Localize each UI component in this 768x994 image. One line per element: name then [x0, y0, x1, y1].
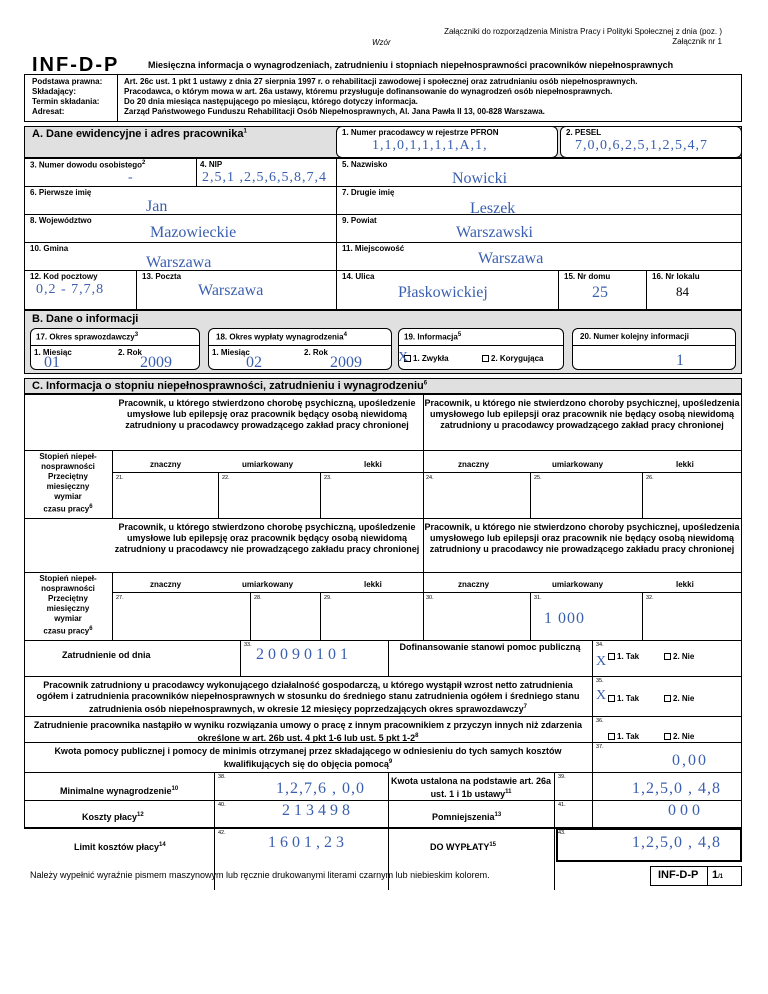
f42-num: 42.	[218, 830, 226, 836]
f37-label: Kwota pomocy publicznej i pomocy de minimis otrzymanej przez składającego w odniesieniu do tych samych kosztów kwalifikujących się do objęcia pomocą$^9$	[54, 746, 562, 769]
checkbox-f34-tak[interactable]	[608, 653, 615, 660]
field-12-label: 12. Kod pocztowy	[30, 272, 98, 281]
level-1-lekki-r: lekki	[676, 460, 694, 469]
f31-value: 1 000	[544, 610, 585, 627]
checkbox-korygujaca[interactable]	[482, 355, 489, 362]
group1-left-desc: Pracownik, u którego stwierdzono chorobę psychiczną, upośledzenie umysłowe lub epilepsję oraz pracownik będący osobą niewidomą zatrudniony u pracodawcy prowadzącego zakład pracy chronionej	[118, 398, 416, 430]
f18-year-value: 2009	[330, 354, 362, 371]
group1-right-desc: Pracownik, u którego nie stwierdzono choroby psychicznej, upośledzenia umysłowego lub epilepsji oraz pracownik nie będący osobą niewidomą zatrudniony u pracodawcy prowadzącego zakład pracy chronionej	[424, 398, 740, 430]
f35-nie[interactable]: 2. Nie	[664, 694, 694, 703]
f34-num: 34.	[596, 642, 604, 648]
field-1-value: 1,1,0,1,1,1,1,A,1,	[372, 138, 488, 153]
f39-num: 39.	[558, 774, 566, 780]
city-value: Warszawa	[478, 250, 544, 267]
f41-value: 0 0 0	[668, 802, 700, 819]
f36-tak[interactable]: 1. Tak	[608, 732, 639, 741]
field-2-label: 2. PESEL	[566, 128, 602, 137]
level-1-znaczny-r: znaczny	[458, 460, 490, 469]
f18-year-label: 2. Rok	[304, 348, 329, 357]
f33-label: Zatrudnienie od dnia	[62, 650, 151, 660]
f34-tak[interactable]: 1. Tak	[608, 652, 639, 661]
field-18-label: 18. Okres wypłaty wynagrodzenia$^4$	[216, 332, 347, 342]
option-korygujaca[interactable]: 2. Korygująca	[482, 354, 543, 363]
section-b-title: B. Dane o informacji	[32, 313, 139, 325]
f38-value: 1,2,7,6 , 0,0	[276, 780, 365, 797]
field-20-label: 20. Numer kolejny informacji	[580, 332, 689, 341]
f24-num: 24.	[426, 475, 434, 481]
field-4-label: 4. NIP	[200, 160, 223, 169]
group2-left-desc: Pracownik, u którego stwierdzono chorobę psychiczną, upośledzenie umysłowe lub epilepsję oraz pracownik będący osobą niewidomą zatrudniony u pracodawcy nie prowadzącego zakładu pracy chronionej	[114, 522, 420, 554]
f43-value: 1,2,5,0 , 4,8	[632, 834, 721, 851]
f33-value: 2 0 0 9 0 1 0 1	[256, 646, 348, 663]
f33-num: 33.	[244, 642, 252, 648]
level-1-lekki: lekki	[364, 460, 382, 469]
f35-num: 35.	[596, 678, 604, 684]
field-11-label: 11. Miejscowość	[342, 244, 405, 253]
f17-month-label: 1. Miesiąc	[34, 348, 72, 357]
field-3-value: -	[128, 170, 133, 185]
f37-value: 0,00	[672, 752, 708, 769]
footer-note: Należy wypełnić wyraźnie pismem maszynowym lub ręcznie drukowanymi literami czarnym lub niebieskim kolorem.	[30, 870, 490, 880]
checkbox-f35-tak[interactable]	[608, 695, 615, 702]
f40-value: 2 1 3 4 9 8	[282, 802, 350, 819]
f22-num: 22.	[222, 475, 230, 481]
field-20-value: 1	[676, 352, 684, 369]
f38-label: Minimalne wynagrodzenie$^{10}$	[60, 786, 179, 796]
voivodeship-value: Mazowieckie	[150, 224, 237, 241]
f25-num: 25.	[534, 475, 542, 481]
pesel-value: 7,0,0,6,2,5,1,2,5,4,7	[575, 138, 708, 153]
level-2-umiarkowany-r: umiarkowany	[552, 580, 604, 589]
f35-label: Pracownik zatrudniony u pracodawcy wykonującego działalność gospodarczą, u którego wystąpił wzrost netto zatrudnienia ogółem i zatrudnienia pracowników niepełnosprawnych w stosunku do średniego stanu zatrudnienia ogółem i średniego stanu zatrudnienia osób niepełnosprawnych, w okresie 12 miesięcy poprzedzających okres sprawozdawczy$^7$	[36, 680, 580, 714]
f17-year-label: 2. Rok	[118, 348, 143, 357]
level-1-umiarkowany-r: umiarkowany	[552, 460, 604, 469]
checkbox-f36-tak[interactable]	[608, 733, 615, 740]
f17-month-value: 01	[44, 354, 60, 371]
field-7-label: 7. Drugie imię	[342, 188, 395, 197]
field-6-label: 6. Pierwsze imię	[30, 188, 92, 197]
field-19-label: 19. Informacja$^5$	[404, 332, 462, 342]
f42-value: 1 6 0 1 , 2 3	[268, 834, 344, 851]
field-8-label: 8. Województwo	[30, 216, 92, 225]
field-13-label: 13. Poczta	[142, 272, 182, 281]
f38-num: 38.	[218, 774, 226, 780]
nip-value: 2,5,1 ,2,5,6,5,8,7,4	[202, 170, 327, 185]
field-5-label: 5. Nazwisko	[342, 160, 388, 169]
f42-label: Limit kosztów płacy$^{14}$	[74, 842, 166, 852]
postal-code-value: 0,2 - 7,7,8	[36, 282, 105, 297]
f18-month-label: 1. Miesiąc	[212, 348, 250, 357]
level-1-umiarkowany: umiarkowany	[242, 460, 294, 469]
form-code: INF-D-P	[32, 54, 120, 76]
f36-label: Zatrudnienie pracownika nastąpiło w wyniku rozwiązania umowy o pracę z innym pracownikiem z przyczyn innych niż zdarzenia określone w art. 26b ust. 4 pkt 1-6 lub ust. 5 pkt $1-2^8$	[33, 720, 583, 743]
street-value: Płaskowickiej	[398, 284, 488, 301]
zwykla-mark: X	[398, 350, 409, 365]
f21-num: 21.	[116, 475, 124, 481]
flat-number-value: 84	[676, 284, 689, 299]
f34-mark: X	[596, 654, 607, 669]
f30-num: 30.	[426, 595, 434, 601]
checkbox-f34-nie[interactable]	[664, 653, 671, 660]
form-title: Miesięczna informacja o wynagrodzeniach, zatrudnieniu i stopniach niepełnosprawności pracowników niepełnosprawnych	[148, 60, 674, 70]
gmina-value: Warszawa	[146, 254, 212, 271]
f43-label: DO WYPŁATY$^{15}$	[430, 842, 497, 852]
section-a-title: A. Dane ewidencyjne i adres pracownika$^1$	[32, 128, 247, 140]
group2-right-desc: Pracownik, u którego nie stwierdzono choroby psychicznej, upośledzenia umysłowego lub epilepsji oraz pracownik nie będący osobą niewidomą zatrudniony u pracodawcy nie prowadzącego zakładu pracy chronionej	[424, 522, 740, 554]
wzor-label: Wzór	[372, 38, 391, 47]
f17-year-value: 2009	[140, 354, 172, 371]
f32-num: 32.	[646, 595, 654, 601]
surname-value: Nowicki	[452, 170, 508, 187]
level-2-lekki-r: lekki	[676, 580, 694, 589]
f18-month-value: 02	[246, 354, 262, 371]
field-1-label: 1. Numer pracodawcy w rejestrze PFRON	[342, 128, 499, 137]
level-2-umiarkowany: umiarkowany	[242, 580, 294, 589]
field-14-label: 14. Ulica	[342, 272, 375, 281]
f36-num: 36.	[596, 718, 604, 724]
option-zwykla[interactable]: 1. Zwykła	[404, 354, 449, 363]
f29-num: 29.	[324, 595, 332, 601]
level-1-znaczny: znaczny	[150, 460, 182, 469]
house-number-value: 25	[592, 284, 608, 301]
field-17-label: 17. Okres sprawozdawczy$^3$	[36, 332, 139, 342]
field-3-label: 3. Numer dowodu osobistego$^2$	[30, 160, 146, 170]
level-2-lekki: lekki	[364, 580, 382, 589]
field-9-label: 9. Powiat	[342, 216, 377, 225]
f41-num: 41.	[558, 802, 566, 808]
level-2-znaczny: znaczny	[150, 580, 182, 589]
attachment-line-1: Załączniki do rozporządzenia Ministra Pracy i Polityki Społecznej z dnia (poz. )	[444, 27, 722, 36]
f31-num: 31.	[534, 595, 542, 601]
first-name-value: Jan	[146, 198, 168, 215]
f35-mark: X	[596, 688, 607, 703]
section-c-title: C. Informacja o stopniu niepełnosprawności, zatrudnieniu i wynagrodzeniu$^6$	[32, 380, 428, 392]
f23-num: 23.	[324, 475, 332, 481]
f40-label: Koszty płacy$^{12}$	[82, 812, 144, 822]
f27-num: 27.	[116, 595, 124, 601]
f34-label: Dofinansowanie stanowi pomoc publiczną	[399, 642, 581, 652]
f28-num: 28.	[254, 595, 262, 601]
f39-value: 1,2,5,0 , 4,8	[632, 780, 721, 797]
f41-label: Pomniejszenia$^{13}$	[432, 812, 502, 822]
attachment-line-2: Załącznik nr 1	[672, 37, 722, 46]
f43-num: 43.	[558, 830, 566, 836]
field-16-label: 16. Nr lokalu	[652, 272, 700, 281]
f26-num: 26.	[646, 475, 654, 481]
f34-nie[interactable]: 2. Nie	[664, 652, 694, 661]
info-labels: Podstawa prawna: Składający: Termin składania: Adresat:	[32, 77, 103, 116]
degree-label-2: Stopień niepeł- nosprawności Przeciętny miesięczny wymiar czasu pracy$^6$	[39, 574, 97, 636]
post-office-value: Warszawa	[198, 282, 264, 299]
field-15-label: 15. Nr domu	[564, 272, 611, 281]
degree-label-1: Stopień niepeł- nosprawności Przeciętny miesięczny wymiar czasu pracy$^6$	[39, 452, 97, 514]
f35-tak[interactable]: 1. Tak	[608, 694, 639, 703]
county-value: Warszawski	[456, 224, 533, 241]
f39-label: Kwota ustalona na podstawie art. 26a ust. 1 i 1b ustawy$^{11}$	[390, 776, 552, 799]
checkbox-f35-nie[interactable]	[664, 695, 671, 702]
f37-num: 37.	[596, 744, 604, 750]
f40-num: 40.	[218, 802, 226, 808]
level-2-znaczny-r: znaczny	[458, 580, 490, 589]
field-10-label: 10. Gmina	[30, 244, 69, 253]
footer-code: INF-D-P	[658, 869, 699, 881]
footer-page: 1/1	[712, 869, 724, 881]
second-name-value: Leszek	[470, 200, 516, 217]
f36-nie[interactable]: 2. Nie	[664, 732, 694, 741]
info-values: Art. 26c ust. 1 pkt 1 ustawy z dnia 27 sierpnia 1997 r. o rehabilitacji zawodowej i społecznej oraz zatrudnianiu osób niepełnosprawnych. Pracodawca, o którym mowa w art. 26a ustawy, któremu przysługuje dofinansowanie do wynagrodzeń osób niepełnosprawnych. Do 20 dnia miesiąca następującego po miesiącu, którego dotyczy informacja. Zarząd Państwowego Funduszu Rehabilitacji Osób Niepełnosprawnych, Al. Jana Pawła II 13, 00-828 Warszawa.	[124, 77, 638, 116]
checkbox-f36-nie[interactable]	[664, 733, 671, 740]
